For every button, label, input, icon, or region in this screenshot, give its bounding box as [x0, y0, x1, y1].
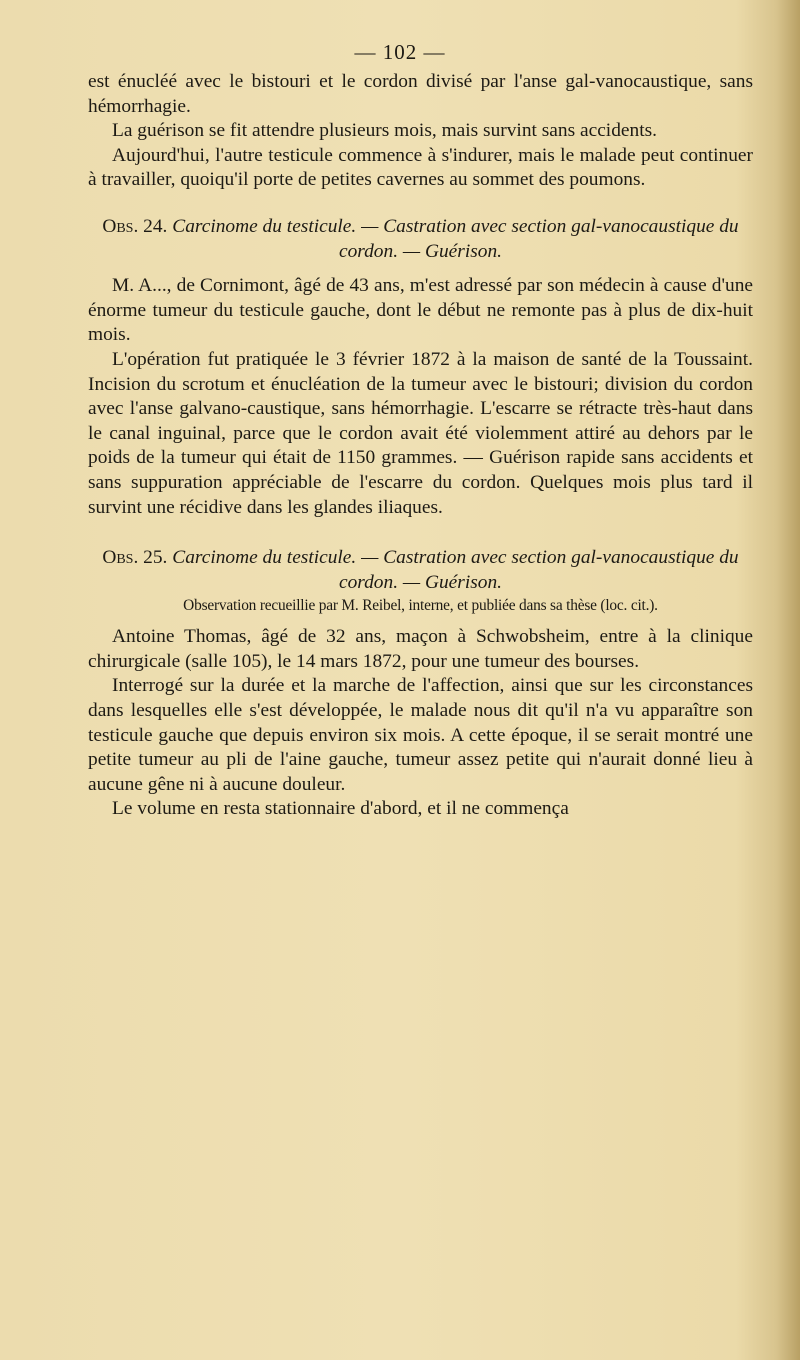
paragraph: Le volume en resta stationnaire d'abord, et il ne commença — [112, 798, 569, 820]
paragraph: Aujourd'hui, l'autre testicule commence à s'indurer, mais le malade peut continuer à travailler, quoiqu'il porte de petites cavernes au sommet des poumons. — [88, 144, 753, 191]
paragraph: M. A..., de Cornimont, âgé de 43 ans, m'est adressé par son médecin à cause d'une énorme tumeur du testicule gauche, dont le début ne remonte pas à plus de dix-huit mois. — [88, 275, 753, 346]
observation-title: Carcinome du testicule. — Castration avec section gal-vanocaustique du cordon. — Guérison. — [172, 215, 739, 262]
observation-24-heading — [88, 215, 753, 264]
paragraph: La guérison se fit attendre plusieurs mois, mais survint sans accidents. — [112, 120, 657, 142]
page-number: — 102 — — [354, 40, 446, 64]
observation-25-heading — [88, 546, 753, 595]
observation-source: Observation recueillie par M. Reibel, interne, et publiée dans sa thèse (loc. cit.). — [183, 597, 658, 615]
paragraph: L'opération fut pratiquée le 3 février 1872 à la maison de santé de la Toussaint. Incision du scrotum et énucléation de la tumeur avec le bistouri; division du cordon avec l'anse galvano-caustique, sans hémorrhagie. L'escarre se rétracte très-haut dans le canal inguinal, parce que le cordon avait été violemment attiré au dehors par le poids de la tumeur qui était de 1150 grammes. — Guérison rapide sans accidents et sans suppuration appréciable de l'escarre du cordon. Quelques mois plus tard il survint une récidive dans les glandes iliaques. — [88, 348, 753, 518]
paragraph: est énucléé avec le bistouri et le cordon divisé par l'anse gal-vanocaustique, sans hémorrhagie. — [88, 71, 753, 117]
observation-label: Obs. 24. — [102, 215, 168, 237]
observation-label: Obs. 25. — [102, 547, 168, 569]
paragraph: Antoine Thomas, âgé de 32 ans, maçon à Schwobsheim, entre à la clinique chirurgicale (salle 105), le 14 mars 1872, pour une tumeur des bourses. — [88, 626, 753, 672]
observation-title: Carcinome du testicule. — Castration avec section gal-vanocaustique du cordon. — Guérison. — [172, 547, 739, 593]
paragraph: Interrogé sur la durée et la marche de l'affection, ainsi que sur les circonstances dans lesquelles elle s'est développée, le malade nous dit qu'il n'a vu apparaître son testicule gauche que depuis environ six mois. A cette époque, il se serait montré une petite tumeur au pli de l'aine gauche, tumeur assez petite qui n'aurait donné lieu à aucune gêne ni à aucune douleur. — [88, 675, 753, 795]
body-text — [88, 70, 753, 822]
